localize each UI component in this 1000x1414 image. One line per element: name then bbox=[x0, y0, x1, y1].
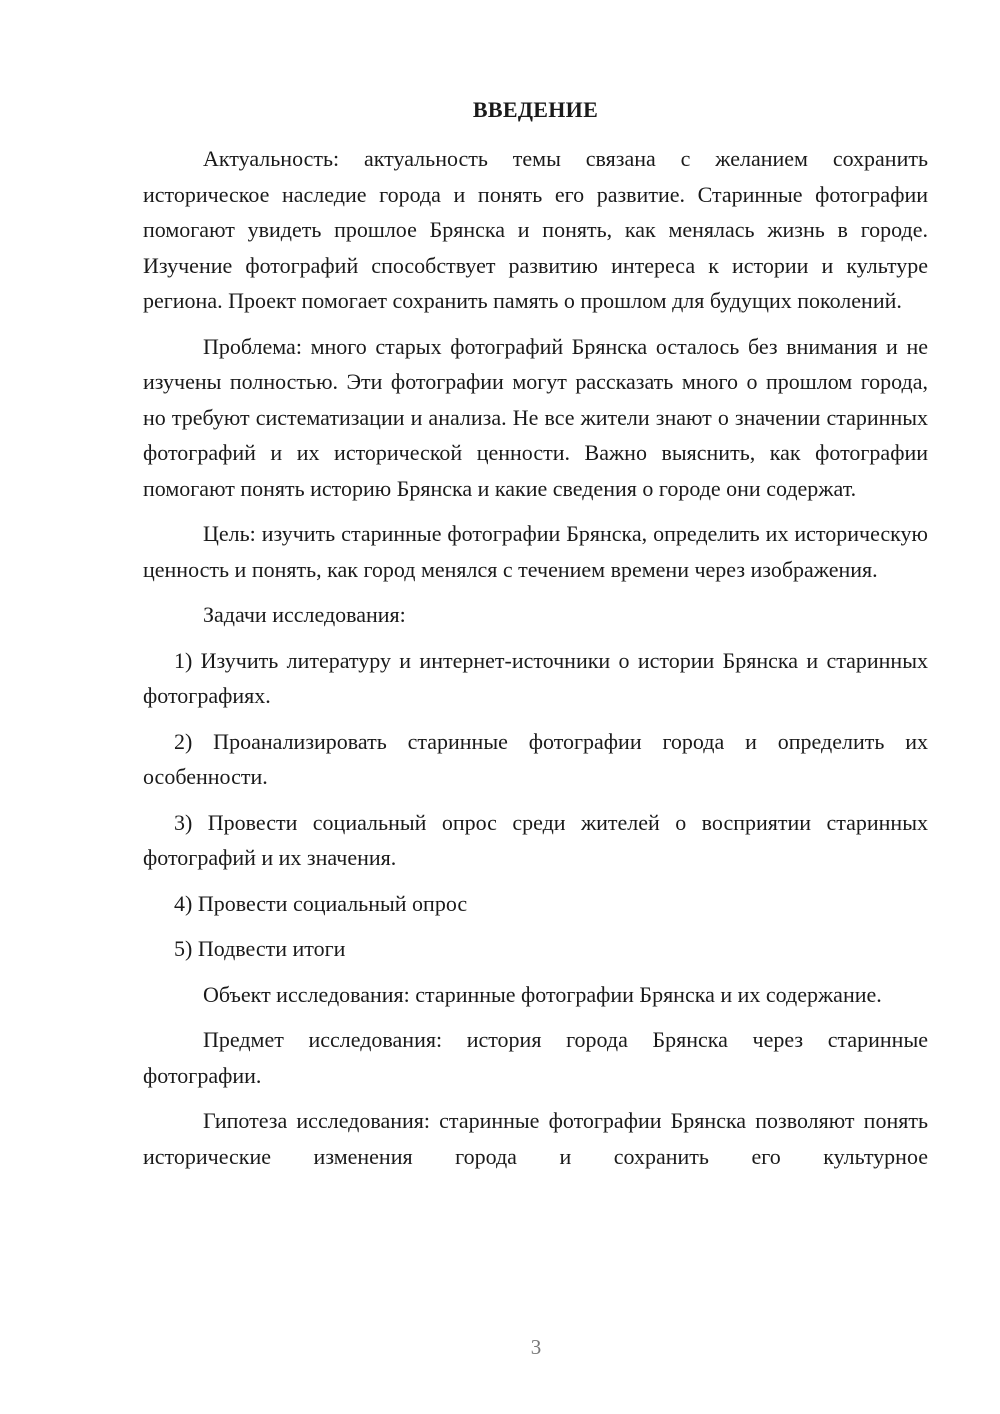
paragraph-hypothesis: Гипотеза исследования: старинные фотографии Брянска позволяют понять исторические изменения города и сохранить его культурное bbox=[143, 1108, 928, 1169]
paragraph-object: Объект исследования: старинные фотографии Брянска и их содержание. bbox=[203, 981, 882, 1007]
page-title: ВВЕДЕНИЕ bbox=[472, 97, 599, 122]
paragraph-relevance: Актуальность: актуальность темы связана с желанием сохранить историческое наследие города и понять его развитие. Старинные фотографии помогают увидеть прошлое Брянска и понять, как менялась жизнь в городе. Изучение фотографий способствует развитию интереса к истории и культуре региона. Проект помогает сохранить память о прошлом для будущих поколений. bbox=[143, 146, 928, 313]
paragraph-goal: Цель: изучить старинные фотографии Брянска, определить их историческую ценность и понять, как город менялся с течением времени через изображения. bbox=[143, 521, 928, 582]
tasks-heading: Задачи исследования: bbox=[203, 602, 406, 627]
paragraph-subject: Предмет исследования: история города Брянска через старинные фотографии. bbox=[143, 1027, 928, 1088]
task-item: 2) Проанализировать старинные фотографии города и определить их особенности. bbox=[143, 728, 928, 789]
task-item: 4) Провести социальный опрос bbox=[174, 890, 468, 916]
paragraph-problem: Проблема: много старых фотографий Брянска осталось без внимания и не изучены полностью. Эти фотографии могут рассказать много о прошлом города, но требуют систематизации и анализа. Не все жители знают о значении старинных фотографий и их исторической ценности. Важно выяснить, как фотографии помогают понять историю Брянска и какие сведения о городе они содержат. bbox=[143, 333, 928, 501]
page-content bbox=[143, 93, 928, 1184]
page-number: 3 bbox=[530, 1335, 542, 1359]
task-item: 3) Провести социальный опрос среди жителей о восприятии старинных фотографий и их значения. bbox=[143, 809, 928, 870]
task-item: 1) Изучить литературу и интернет-источники о истории Брянска и старинных фотографиях. bbox=[143, 647, 928, 708]
task-item: 5) Подвести итоги bbox=[174, 936, 346, 961]
